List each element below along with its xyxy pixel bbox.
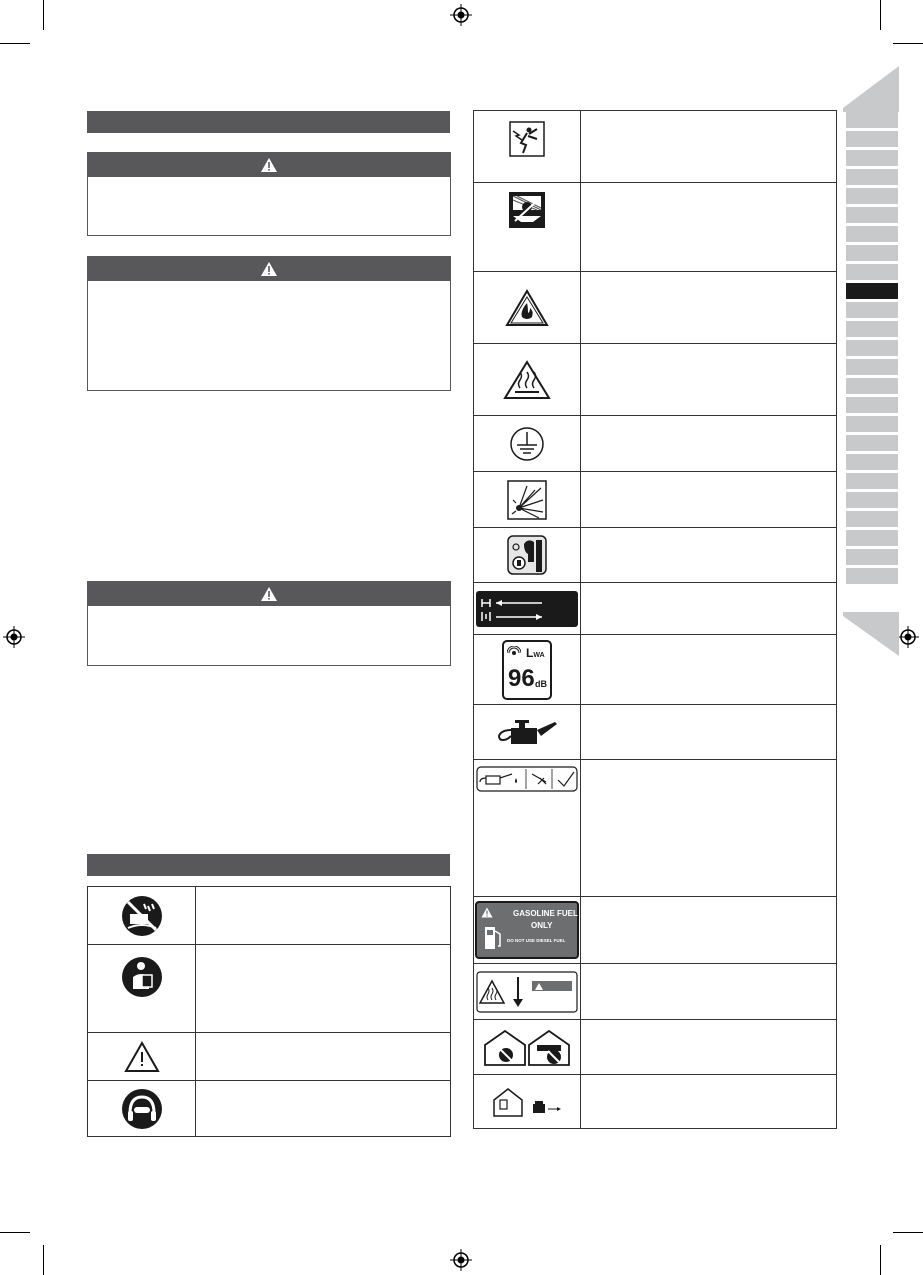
outdoor-use-only-icon [491,1086,563,1118]
sound-lwa-label [526,646,545,660]
fuel-label-line2: ONLY [531,921,553,930]
crop-mark [880,0,881,30]
explosion-icon [507,480,547,520]
symbol-row [474,1020,837,1075]
crop-mark [0,43,30,44]
language-tab [846,207,898,226]
electric-shock-icon [509,121,545,157]
language-tab [846,131,898,150]
tab-strip-top [843,66,899,112]
symbol-cell [88,1033,196,1081]
registration-mark-icon [450,4,472,26]
symbol-row [474,705,837,760]
ground-terminal-icon [509,426,545,462]
symbol-row [474,183,837,272]
crop-mark [893,1232,923,1233]
symbol-description [581,1075,837,1129]
symbol-description [581,705,837,760]
symbol-row [474,416,837,472]
symbol-description [196,1033,451,1081]
tab-strip-bottom [843,612,899,656]
language-tab [846,454,898,473]
symbol-row [474,760,837,897]
fire-hazard-icon [505,289,549,327]
symbol-cell [474,528,581,583]
symbol-row [88,1033,451,1081]
symbol-row [474,111,837,183]
symbol-row [474,897,837,964]
symbol-description [196,887,451,945]
language-tab [846,549,898,568]
crop-mark [893,43,923,44]
warning-header [88,582,450,606]
section-heading-bar [87,854,450,876]
language-tab [846,321,898,340]
symbol-description [581,344,837,416]
symbol-cell [474,897,581,964]
language-tab [846,150,898,169]
gasoline-fuel-only-label [475,901,579,959]
symbol-cell [88,887,196,945]
symbol-description [581,583,837,635]
warning-header [88,153,450,177]
registration-mark-icon [450,1249,472,1271]
symbol-description [581,897,837,964]
indoor-use-prohibited-icon [482,1027,572,1067]
sound-power-icon [502,640,552,700]
caution-icon [124,1041,160,1073]
no-crush-icon [508,191,546,229]
symbol-table-left [87,886,451,1137]
oil-can-icon [495,718,559,746]
symbol-description [196,945,451,1033]
symbol-cell [88,945,196,1033]
warning-box [87,152,451,236]
language-tab [846,530,898,549]
language-tab [846,397,898,416]
symbol-row [474,272,837,344]
symbol-row [474,583,837,635]
warning-icon [260,157,278,173]
symbol-description [581,964,837,1020]
symbol-row [474,964,837,1020]
symbol-description [196,1081,451,1137]
language-tab [846,245,898,264]
language-tab [846,264,898,283]
registration-mark-icon [897,626,919,648]
symbol-description [581,272,837,344]
language-tab [846,340,898,359]
language-tab-active [846,283,898,302]
language-tab [846,169,898,188]
section-heading-bar [87,111,450,133]
language-tab [846,416,898,435]
no-rain-icon [120,894,164,938]
language-tab [846,188,898,207]
choke-lever-icon [476,591,578,627]
language-tab [846,492,898,511]
symbol-cell [474,583,581,635]
choke-icon [506,534,548,576]
warning-header [88,257,450,281]
sound-lwa-letter: L [526,645,534,660]
symbol-cell [88,1081,196,1137]
language-tab [846,435,898,454]
wear-ear-eye-protection-icon [120,1087,164,1131]
symbol-cell [474,760,581,897]
sound-unit: dB [535,678,547,689]
fuel-label-line3: DO NOT USE DIESEL FUEL [507,938,566,943]
symbol-description [581,472,837,528]
sound-value: 96 [508,664,535,692]
crop-mark [0,1232,30,1233]
symbol-cell [474,472,581,528]
symbol-cell [474,964,581,1020]
crop-mark [43,0,44,30]
symbol-row [474,528,837,583]
registration-mark-icon [3,626,25,648]
symbol-description [581,183,837,272]
language-tab [846,112,898,131]
hot-surface-icon [503,360,551,400]
warning-box [87,256,451,391]
fuel-pump-icon [483,923,503,951]
symbol-table-right [473,110,837,1129]
warning-icon [481,907,493,918]
crop-mark [43,1245,44,1275]
symbol-description [581,528,837,583]
sound-lwa-subscript: WA [533,651,545,659]
symbol-cell [474,183,581,272]
language-tab [846,511,898,530]
symbol-cell [474,1075,581,1129]
symbol-cell [474,705,581,760]
warning-box [87,581,451,666]
symbol-row [474,635,837,705]
symbol-description [581,416,837,472]
symbol-cell [474,635,581,705]
read-manual-icon [120,955,164,999]
symbol-row [88,1081,451,1137]
symbol-row [474,1075,837,1129]
fuel-label-line1: GASOLINE FUEL [513,909,578,918]
hot-surface-warning-label [476,971,578,1013]
language-tab [846,473,898,492]
symbol-cell [474,344,581,416]
language-tab [846,378,898,397]
symbol-row [474,472,837,528]
symbol-description [581,1020,837,1075]
crop-mark [880,1245,881,1275]
language-tab [846,226,898,245]
symbol-description [581,111,837,183]
symbol-cell [474,1020,581,1075]
warning-icon [260,586,278,602]
oil-check-icon [476,766,578,792]
language-tab-strip [846,112,898,587]
symbol-row [88,887,451,945]
language-tab [846,568,898,587]
symbol-row [88,945,451,1033]
warning-icon [260,261,278,277]
sound-wave-icon [507,646,521,660]
symbol-cell [474,272,581,344]
symbol-description [581,635,837,705]
symbol-cell [474,111,581,183]
language-tab [846,302,898,321]
language-tab [846,359,898,378]
symbol-cell [474,416,581,472]
symbol-row [474,344,837,416]
symbol-description [581,760,837,897]
